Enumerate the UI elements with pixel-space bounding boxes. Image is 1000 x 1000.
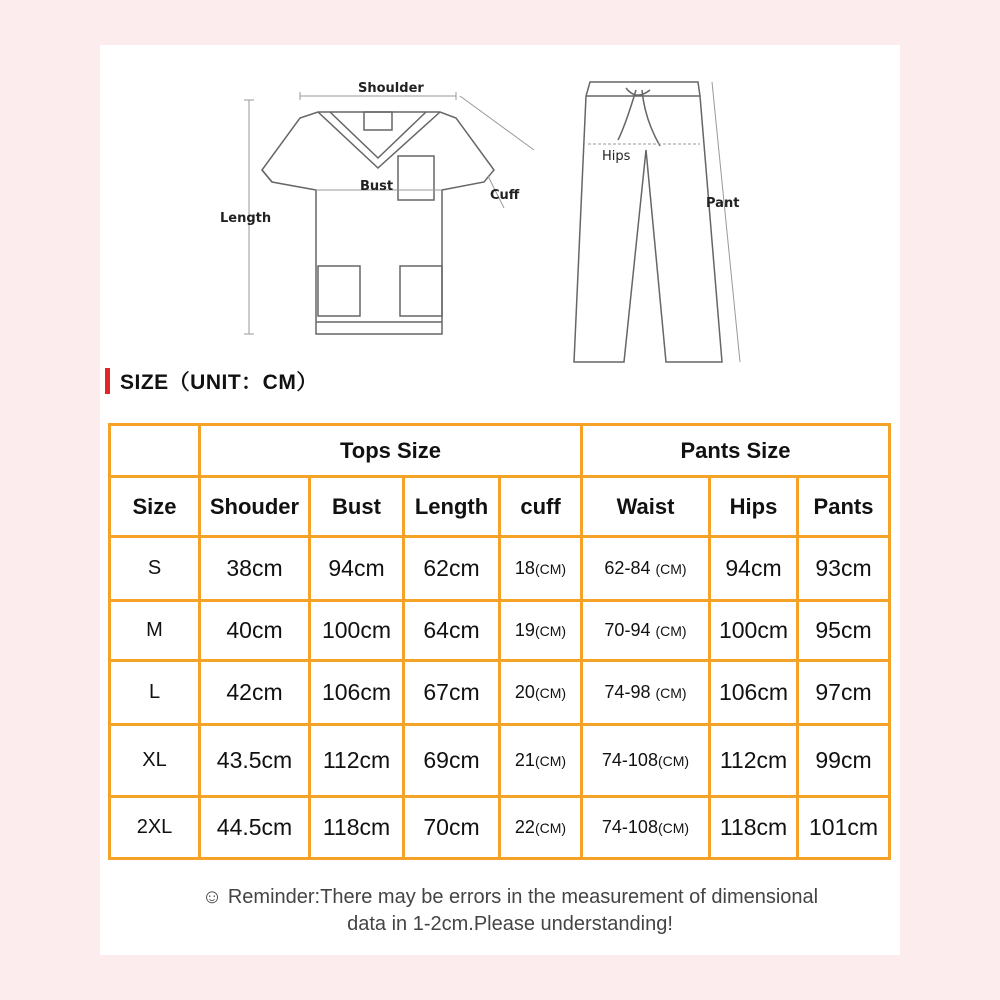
size-cell: M [110, 601, 200, 661]
col-length: Length [404, 477, 500, 537]
shoulder-cell: 40cm [200, 601, 310, 661]
col-size: Size [110, 477, 200, 537]
pants-cell: 101cm [798, 797, 890, 859]
length-label: Length [220, 211, 272, 226]
waist-cell: 74-108(CM) [582, 797, 710, 859]
pant-label: Pant [706, 196, 740, 211]
col-pants: Pants [798, 477, 890, 537]
shoulder-cell: 44.5cm [200, 797, 310, 859]
waist-cell: 70-94 (CM) [582, 601, 710, 661]
col-bust: Bust [310, 477, 404, 537]
pants-cell: 99cm [798, 725, 890, 797]
length-cell: 69cm [404, 725, 500, 797]
table-row [110, 725, 890, 797]
length-cell: 62cm [404, 537, 500, 601]
reminder-line-2: data in 1-2cm.Please understanding! [347, 913, 673, 935]
length-cell: 64cm [404, 601, 500, 661]
size-chart-table [108, 423, 891, 860]
cuff-cell: 21(CM) [500, 725, 582, 797]
cuff-cell: 22(CM) [500, 797, 582, 859]
col-cuff: cuff [500, 477, 582, 537]
smiley-icon: ☺ [201, 886, 223, 908]
cuff-cell: 18(CM) [500, 537, 582, 601]
hips-label: Hips [602, 149, 631, 164]
table-row [110, 797, 890, 859]
waist-cell: 62-84 (CM) [582, 537, 710, 601]
heading-accent-bar [105, 368, 110, 394]
size-cell: XL [110, 725, 200, 797]
scrub-pants-illustration [574, 82, 722, 362]
reminder-note [140, 884, 880, 938]
hips-cell: 94cm [710, 537, 798, 601]
table-row [110, 537, 890, 601]
col-waist: Waist [582, 477, 710, 537]
pants-cell: 95cm [798, 601, 890, 661]
tops-size-header: Tops Size [200, 425, 582, 477]
cuff-cell: 20(CM) [500, 661, 582, 725]
hips-cell: 106cm [710, 661, 798, 725]
hips-cell: 112cm [710, 725, 798, 797]
pants-cell: 97cm [798, 661, 890, 725]
bust-label: Bust [360, 179, 394, 194]
table-row [110, 601, 890, 661]
col-shoulder: Shouder [200, 477, 310, 537]
group-header-row [110, 425, 890, 477]
hips-cell: 100cm [710, 601, 798, 661]
bust-cell: 112cm [310, 725, 404, 797]
bust-cell: 118cm [310, 797, 404, 859]
cuff-label: Cuff [490, 188, 520, 203]
shoulder-cell: 43.5cm [200, 725, 310, 797]
pants-size-header: Pants Size [582, 425, 890, 477]
length-cell: 67cm [404, 661, 500, 725]
garment-diagram [0, 0, 1000, 380]
size-cell: L [110, 661, 200, 725]
blank-corner-cell [110, 425, 200, 477]
shoulder-cell: 38cm [200, 537, 310, 601]
bust-cell: 106cm [310, 661, 404, 725]
waist-cell: 74-108(CM) [582, 725, 710, 797]
pants-cell: 93cm [798, 537, 890, 601]
length-cell: 70cm [404, 797, 500, 859]
table-row [110, 661, 890, 725]
bust-cell: 100cm [310, 601, 404, 661]
size-unit-title: SIZE（UNIT：CM） [120, 371, 318, 394]
hips-cell: 118cm [710, 797, 798, 859]
column-header-row [110, 477, 890, 537]
size-cell: 2XL [110, 797, 200, 859]
cuff-cell: 19(CM) [500, 601, 582, 661]
waist-cell: 74-98 (CM) [582, 661, 710, 725]
bust-cell: 94cm [310, 537, 404, 601]
shoulder-cell: 42cm [200, 661, 310, 725]
reminder-line-1: Reminder:There may be errors in the measurement of dimensional [227, 886, 819, 908]
size-cell: S [110, 537, 200, 601]
shoulder-label: Shoulder [358, 81, 424, 96]
scrub-top-illustration [262, 112, 494, 334]
size-heading [105, 366, 318, 396]
col-hips: Hips [710, 477, 798, 537]
